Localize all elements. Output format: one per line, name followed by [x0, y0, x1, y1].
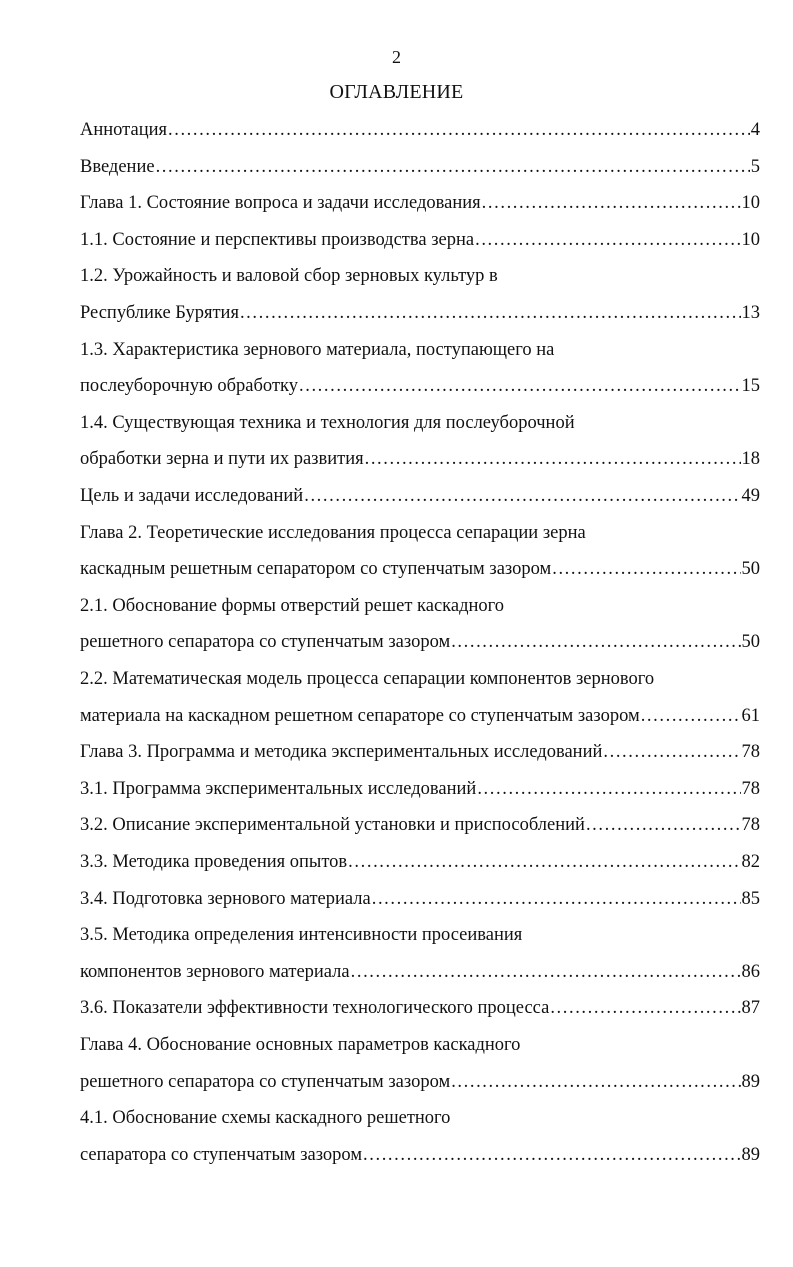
toc-entry-text: Глава 3. Программа и методика экспериментальных исследований	[80, 742, 603, 762]
toc-page-number: 10	[741, 193, 760, 213]
toc-dot-leader	[304, 484, 740, 508]
toc-entry-line	[80, 557, 760, 581]
toc-entry-line	[80, 704, 760, 728]
toc-entry-line	[80, 594, 504, 618]
toc-entry-line	[80, 521, 586, 545]
toc-dot-leader	[552, 557, 740, 581]
toc-entry-text: Республике Бурятия	[80, 303, 239, 323]
toc-page-number: 86	[741, 962, 760, 982]
toc-entry-line	[80, 484, 760, 508]
toc-dot-leader	[477, 777, 740, 801]
toc-entry-line	[80, 813, 760, 837]
toc-page-number: 5	[750, 157, 760, 177]
toc-entry-line	[80, 887, 760, 911]
toc-dot-leader	[451, 630, 740, 654]
toc-dot-leader	[351, 960, 741, 984]
toc-entry-line	[80, 630, 760, 654]
toc-entry-text: материала на каскадном решетном сепараторе со ступенчатым зазором	[80, 706, 640, 726]
toc-dot-leader	[475, 228, 740, 252]
toc-entry-text: 1.1. Состояние и перспективы производства зерна	[80, 230, 475, 250]
toc-page-number: 15	[741, 376, 760, 396]
toc-entry-line	[80, 667, 654, 691]
toc-page-number: 82	[741, 852, 760, 872]
toc-page-number: 89	[741, 1072, 760, 1092]
toc-entry-text: компонентов зернового материала	[80, 962, 350, 982]
toc-dot-leader	[156, 155, 750, 179]
toc-page-number: 49	[741, 486, 760, 506]
toc-entry-line	[80, 1143, 760, 1167]
toc-dot-leader	[550, 996, 740, 1020]
toc-entry-text: 4.1. Обоснование схемы каскадного решетного	[80, 1108, 451, 1128]
toc-title: ОГЛАВЛЕНИЕ	[329, 81, 464, 103]
toc-dot-leader	[363, 1143, 740, 1167]
toc-dot-leader	[586, 813, 741, 837]
toc-entry-line	[80, 155, 760, 179]
page-number: 2	[392, 47, 401, 67]
toc-entry-line	[80, 264, 498, 288]
toc-entry-text: Глава 4. Обоснование основных параметров каскадного	[80, 1035, 521, 1055]
toc-dot-leader	[348, 850, 740, 874]
toc-entry-text: 3.5. Методика определения интенсивности просеивания	[80, 925, 523, 945]
toc-page-number: 78	[741, 779, 760, 799]
toc-dot-leader	[482, 191, 741, 215]
toc-dot-leader	[299, 374, 741, 398]
toc-page-number: 50	[741, 632, 760, 652]
toc-entry-line	[80, 374, 760, 398]
toc-entry-line	[80, 411, 575, 435]
toc-page-number: 89	[741, 1145, 760, 1165]
toc-page-number: 87	[741, 998, 760, 1018]
toc-entry-text: решетного сепаратора со ступенчатым зазором	[80, 1072, 451, 1092]
toc-dot-leader	[372, 887, 741, 911]
toc-entry-line	[80, 1033, 520, 1057]
toc-dot-leader	[168, 118, 750, 142]
toc-entry-text: 2.1. Обоснование формы отверстий решет каскадного	[80, 596, 505, 616]
toc-entry-text: 3.3. Методика проведения опытов	[80, 852, 348, 872]
toc-entry-line	[80, 850, 760, 874]
toc-entry-line	[80, 923, 522, 947]
toc-entry-text: 3.6. Показатели эффективности технологического процесса	[80, 998, 550, 1018]
toc-entry-text: 3.1. Программа экспериментальных исследований	[80, 779, 477, 799]
toc-entry-text: решетного сепаратора со ступенчатым зазором	[80, 632, 451, 652]
toc-page-number: 18	[741, 449, 760, 469]
toc-page-number: 85	[741, 889, 760, 909]
toc-entry-text: 3.4. Подготовка зернового материала	[80, 889, 371, 909]
toc-entry-line	[80, 996, 760, 1020]
toc-dot-leader	[641, 704, 741, 728]
toc-entry-line	[80, 1070, 760, 1094]
toc-entry-text: 3.2. Описание экспериментальной установки и приспособлений	[80, 815, 585, 835]
toc-entry-text: послеуборочную обработку	[80, 376, 298, 396]
toc-entry-text: каскадным решетным сепаратором со ступенчатым зазором	[80, 559, 552, 579]
toc-entry-text: 2.2. Математическая модель процесса сепарации компонентов зернового	[80, 669, 655, 689]
toc-page-number: 13	[741, 303, 760, 323]
toc-entry-line	[80, 777, 760, 801]
toc-dot-leader	[603, 740, 740, 764]
toc-entry-text: обработки зерна и пути их развития	[80, 449, 364, 469]
toc-entry-text: Введение	[80, 157, 155, 177]
toc-entry-text: Глава 2. Теоретические исследования процесса сепарации зерна	[80, 523, 586, 543]
toc-page-number: 78	[741, 815, 760, 835]
toc-entry-text: Глава 1. Состояние вопроса и задачи исследования	[80, 193, 481, 213]
toc-page-number: 50	[741, 559, 760, 579]
toc-entry-text: 1.2. Урожайность и валовой сбор зерновых культур в	[80, 266, 498, 286]
toc-page-number: 61	[741, 706, 760, 726]
toc-entry-line	[80, 740, 760, 764]
toc-entry-text: 1.4. Существующая техника и технология для послеуборочной	[80, 413, 575, 433]
toc-entry-text: сепаратора со ступенчатым зазором	[80, 1145, 363, 1165]
toc-entry-line	[80, 1106, 450, 1130]
toc-page-number: 78	[741, 742, 760, 762]
toc-entry-line	[80, 447, 760, 471]
toc-entry-text: Аннотация	[80, 120, 167, 140]
toc-dot-leader	[451, 1070, 740, 1094]
toc-entry-line	[80, 228, 760, 252]
toc-entry-text: 1.3. Характеристика зернового материала, поступающего на	[80, 340, 555, 360]
toc-entry-line	[80, 338, 554, 362]
toc-entry-line	[80, 960, 760, 984]
toc-dot-leader	[240, 301, 741, 325]
toc-entry-line	[80, 301, 760, 325]
toc-entry-line	[80, 118, 760, 142]
toc-page-number: 4	[750, 120, 760, 140]
toc-page-number: 10	[741, 230, 760, 250]
toc-dot-leader	[365, 447, 741, 471]
toc-entry-text: Цель и задачи исследований	[80, 486, 304, 506]
toc-entry-line	[80, 191, 760, 215]
